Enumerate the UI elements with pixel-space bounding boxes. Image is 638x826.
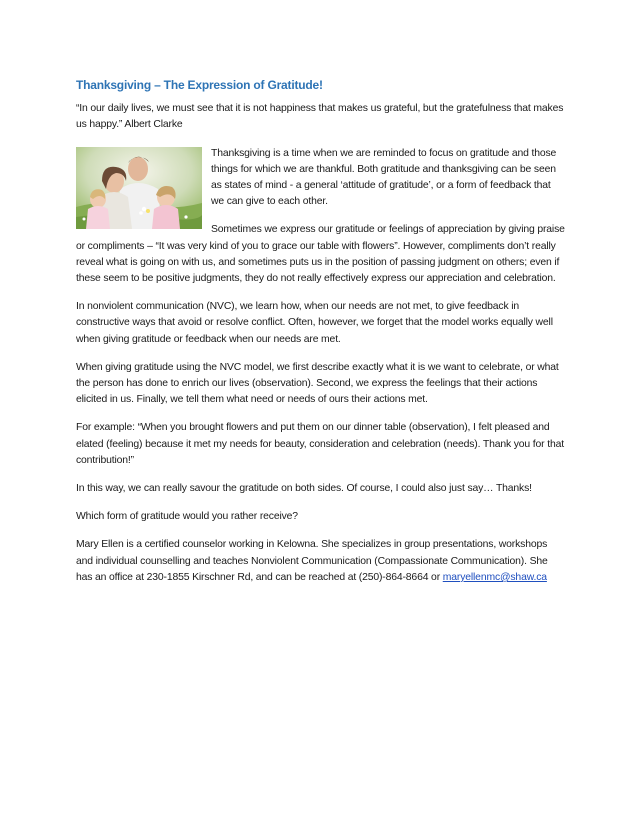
paragraph-5: For example: “When you brought flowers and put them on our dinner table (observation), I felt pleased and elated (feeling) because it met my needs for beauty, consideration and celebration (needs). Thank you for that contribution!”	[76, 422, 564, 466]
author-bio	[76, 537, 566, 586]
paragraph-7: Which form of gratitude would you rather receive?	[76, 511, 298, 523]
family-photo-illustration	[76, 147, 202, 229]
opening-quote: “In our daily lives, we must see that it is not happiness that makes us grateful, but the gratefulness that makes us happy.” Albert Clarke	[76, 103, 564, 131]
article-title: Thanksgiving – The Expression of Gratitude!	[76, 78, 323, 92]
paragraph-2: Sometimes we express our gratitude or feelings of appreciation by giving praise or compliments – “It was very kind of you to grace our table with flowers”. However, compliments don’t really reveal what is going on with us, and sometimes puts us in the position of passing judgment on others; even if these seem to be positive judgments, they do not really effectively express our appreciation and celebration.	[76, 224, 565, 285]
intro-block	[76, 146, 566, 288]
paragraph-6: In this way, we can really savour the gratitude on both sides. Of course, I could also just say… Thanks!	[76, 483, 532, 495]
article	[76, 77, 566, 598]
family-photo	[76, 147, 202, 229]
paragraph-3: In nonviolent communication (NVC), we learn how, when our needs are not met, to give feedback in constructive ways that avoid or resolve conflict. Often, however, we forget that the model works equally well when giving gratitude or feedback when our needs are met.	[76, 301, 553, 345]
paragraph-1: Thanksgiving is a time when we are reminded to focus on gratitude and those things for which we are thankful. Both gratitude and thanksgiving can be seen as states of mind - a general ‘attitude of gratitude’, or a form of feedback that we can give to each other.	[211, 147, 557, 208]
email-link[interactable]: maryellenmc@shaw.ca	[442, 571, 547, 583]
author-bio-text: Mary Ellen is a certified counselor working in Kelowna. She specializes in group presentations, workshops and individual counselling and teaches Nonviolent Communication (Compassionate Communication). She has an office at 230-1855 Kirschner Rd, and can be reached at (250)-864-8664 or	[76, 539, 548, 583]
paragraph-4: When giving gratitude using the NVC model, we first describe exactly what it is we want to celebrate, or what the person has done to enrich our lives (observation). Second, we express the feelings that their actions elicited in us. Finally, we tell them what need or needs of ours their actions met.	[76, 361, 559, 406]
